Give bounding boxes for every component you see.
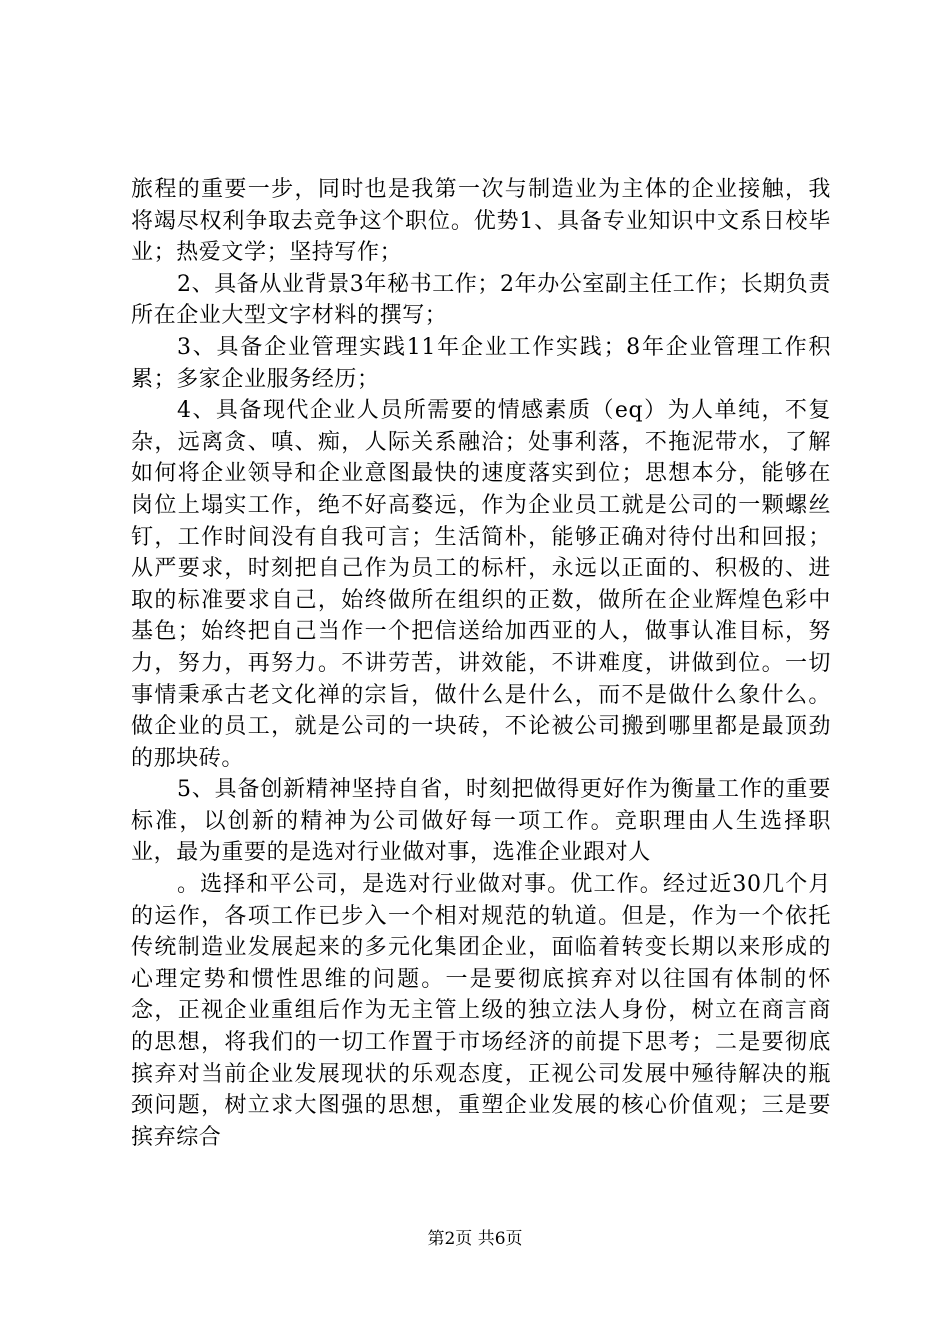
document-body [131,174,831,1153]
page-number-footer: 第2页 共6页 [427,1229,523,1249]
paragraph-item-2: 2、具备从业背景3年秘书工作；2年办公室副主任工作；长期负责所在企业大型文字材料的撰写； [131,271,831,329]
paragraph-continuation: 。选择和平公司，是选对行业做对事。优工作。经过近30几个月的运作，各项工作已步入一个相对规范的轨道。但是，作为一个依托传统制造业发展起来的多元化集团企业，面临着转变长期以来形成的心理定势和惯性思维的问题。一是要彻底摈弃对以往国有体制的怀念，正视企业重组后作为无主管上级的独立法人身份，树立在商言商的思想，将我们的一切工作置于市场经济的前提下思考；二是要彻底摈弃对当前企业发展现状的乐观态度，正视公司发展中殛待解决的瓶颈问题，树立求大图强的思想，重塑企业发展的核心价值观；三是要摈弃综合 [131,872,831,1150]
paragraph-intro: 旅程的重要一步，同时也是我第一次与制造业为主体的企业接触，我将竭尽权利争取去竞争这个职位。优势1、具备专业知识中文系日校毕业；热爱文学；坚持写作； [131,177,831,266]
paragraph-item-5: 5、具备创新精神坚持自省，时刻把做得更好作为衡量工作的重要标准，以创新的精神为公司做好每一项工作。竞职理由人生选择职业，最为重要的是选对行业做对事，选准企业跟对人 [131,777,831,866]
paragraph-item-3: 3、具备企业管理实践11年企业工作实践；8年企业管理工作积累；多家企业服务经历； [131,334,831,392]
paragraph-item-4: 4、具备现代企业人员所需要的情感素质（eq）为人单纯，不复杂，远离贪、嗔、痴，人际关系融洽；处事利落，不拖泥带水，了解如何将企业领导和企业意图最快的速度落实到位；思想本分，能够在岗位上塌实工作，绝不好高婺远，作为企业员工就是公司的一颗螺丝钉，工作时间没有自我可言；生活简朴，能够正确对待付出和回报；从严要求，时刻把自己作为员工的标杆，永远以正面的、积极的、进取的标准要求自己，始终做所在组织的正数，做所在企业辉煌色彩中基色；始终把自己当作一个把信送给加西亚的人，做事认准目标，努力，努力，再努力。不讲劳苦，讲效能，不讲难度，讲做到位。一切事情秉承古老文化禅的宗旨，做什么是什么，而不是做什么象什么。做企业的员工，就是公司的一块砖，不论被公司搬到哪里都是最顶劲的那块砖。 [131,398,831,771]
